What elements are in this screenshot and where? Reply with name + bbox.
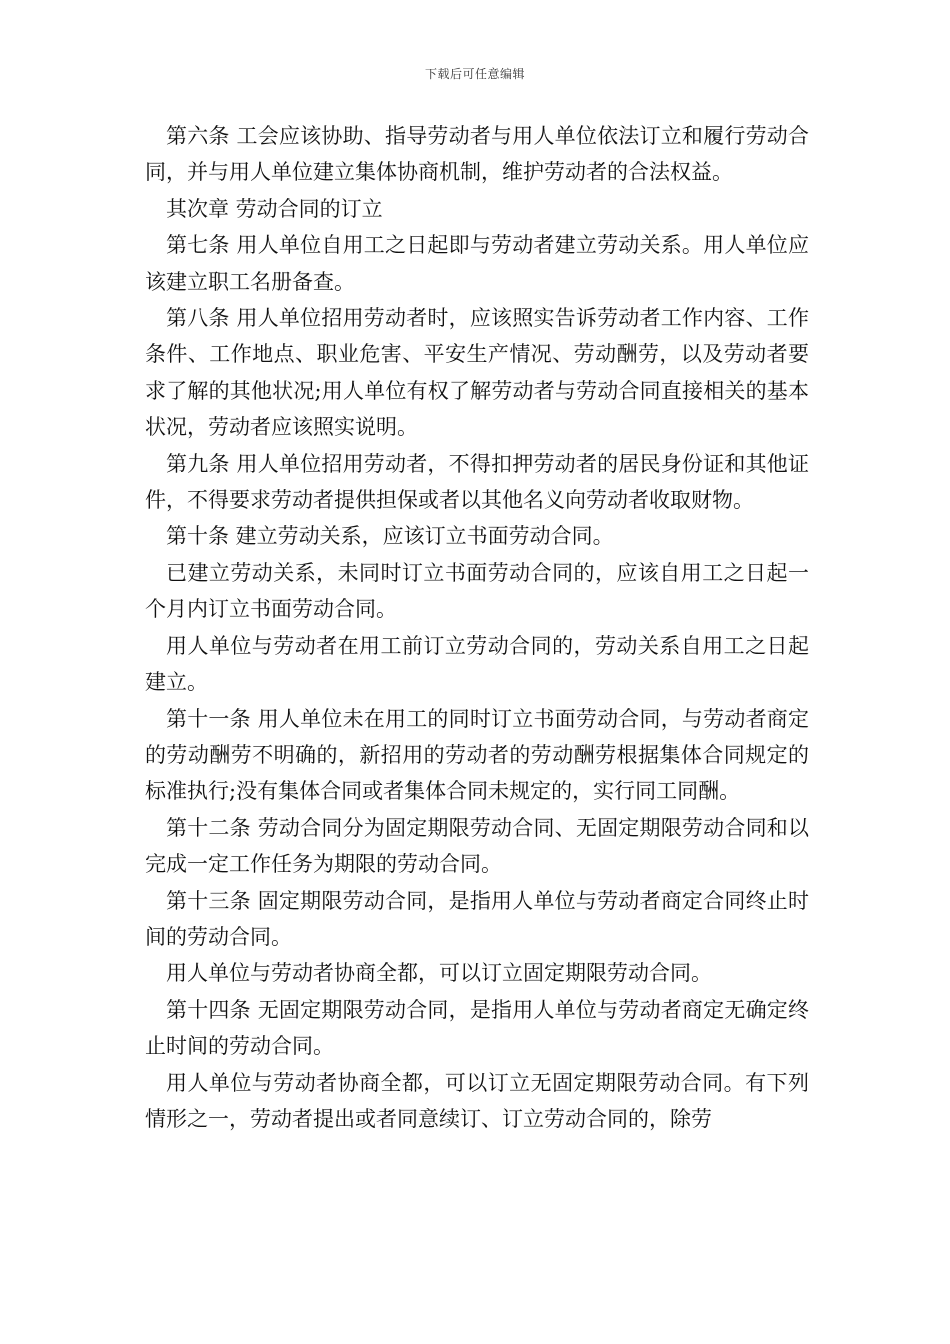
- download-editable-note: 下载后可任意编辑: [424, 67, 525, 81]
- article-10: 第十条 建立劳动关系，应该订立书面劳动合同。: [166, 524, 614, 549]
- article-14-paragraph-2: 用人单位与劳动者协商全都，可以订立无固定期限劳动合同。有下列情形之一，劳动者提出或者同意续订、订立劳动合同的，除劳: [145, 1070, 809, 1131]
- article-7: 第七条 用人单位自用工之日起即与劳动者建立劳动关系。用人单位应该建立职工名册备查。: [145, 233, 809, 294]
- article-9: 第九条 用人单位招用劳动者，不得扣押劳动者的居民身份证和其他证件，不得要求劳动者提供担保或者以其他名义向劳动者收取财物。: [145, 451, 809, 513]
- article-8: 第八条 用人单位招用劳动者时，应该照实告诉劳动者工作内容、工作条件、工作地点、职业危害、平安生产情况、劳动酬劳，以及劳动者要求了解的其他状况;用人单位有权了解劳动者与劳动合同直接相关的基本状况，劳动者应该照实说明。: [145, 306, 809, 440]
- article-13-paragraph-2: 用人单位与劳动者协商全都，可以订立固定期限劳动合同。: [166, 961, 712, 986]
- chapter-2-heading: 其次章 劳动合同的订立: [166, 196, 383, 221]
- document-body: [145, 118, 809, 1137]
- article-10-paragraph-2: 已建立劳动关系，未同时订立书面劳动合同的，应该自用工之日起一个月内订立书面劳动合同。: [145, 560, 809, 622]
- article-6: 第六条 工会应该协助、指导劳动者与用人单位依法订立和履行劳动合同，并与用人单位建立集体协商机制，维护劳动者的合法权益。: [145, 124, 809, 185]
- article-13: 第十三条 固定期限劳动合同，是指用人单位与劳动者商定合同终止时间的劳动合同。: [145, 888, 809, 949]
- article-10-paragraph-3: 用人单位与劳动者在用工前订立劳动合同的，劳动关系自用工之日起建立。: [145, 633, 809, 695]
- article-12: 第十二条 劳动合同分为固定期限劳动合同、无固定期限劳动合同和以完成一定工作任务为期限的劳动合同。: [145, 815, 809, 877]
- article-11: 第十一条 用人单位未在用工的同时订立书面劳动合同，与劳动者商定的劳动酬劳不明确的，新招用的劳动者的劳动酬劳根据集体合同规定的标准执行;没有集体合同或者集体合同未规定的，实行同工同酬。: [145, 706, 809, 804]
- article-14: 第十四条 无固定期限劳动合同，是指用人单位与劳动者商定无确定终止时间的劳动合同。: [145, 997, 809, 1059]
